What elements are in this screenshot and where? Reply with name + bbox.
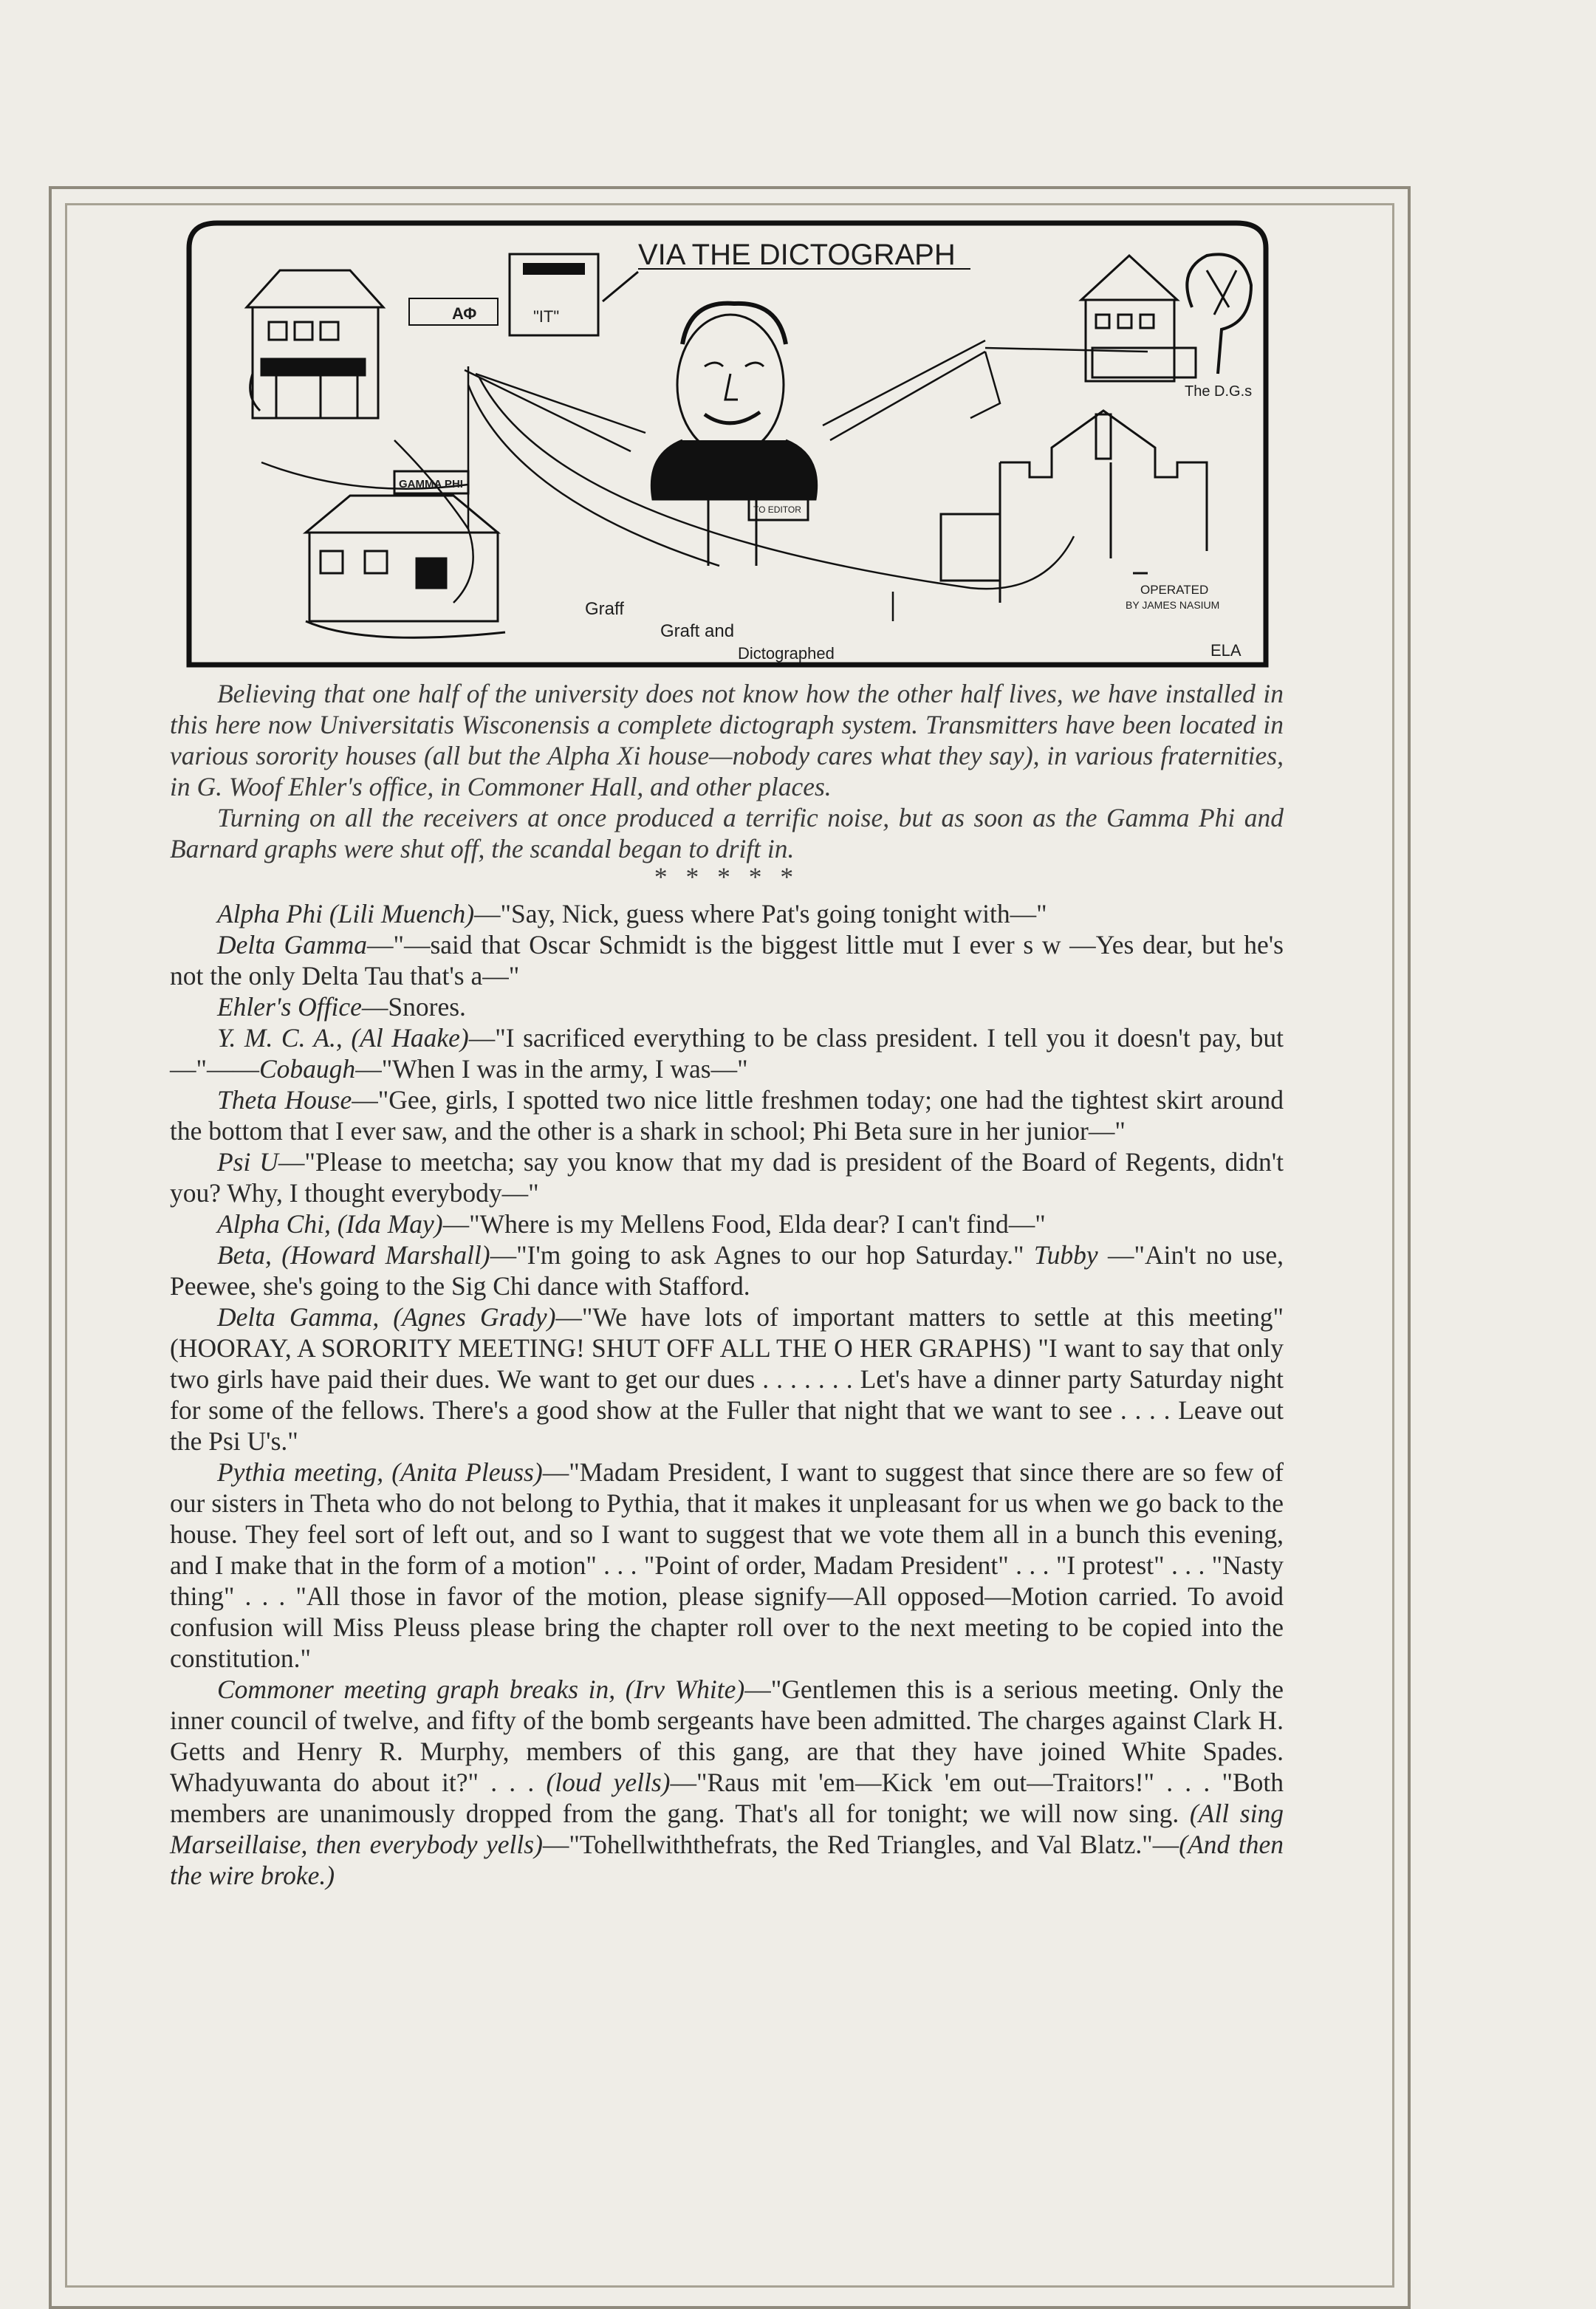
svg-text:OPERATED: OPERATED (1140, 583, 1209, 597)
entry-pythia-meeting: Pythia meeting, (Anita Pleuss)—"Madam President, I want to suggest that since there are so few of our sisters in Theta who do not belong to Pythia, that it makes it unpleasant for us when we go back to the house. They feel sort of left out, and so I want to suggest that we vote them all in a bunch this evening, and I make that in the form of a motion" . . . "Point of order, Madam President" . . . "I protest" . . . "Nasty thing" . . . "All those in favor of the motion, please signify—All opposed—Motion carried. To avoid confusion will Miss Pleuss please bring the chapter roll over to the next meeting to be copied into the constitution." (170, 1457, 1284, 1673)
svg-text:GAMMA PHI: GAMMA PHI (399, 478, 463, 490)
entry-delta-gamma: Delta Gamma—"—said that Oscar Schmidt is the biggest little mut I ever s w —Yes dear, but he's not the only Delta Tau that's a—" (170, 930, 1284, 991)
svg-text:ELA: ELA (1210, 641, 1241, 660)
entry-delta-gamma-meeting: Delta Gamma, (Agnes Grady)—"We have lots of important matters to settle at this meeting" (HOORAY, A SORORITY MEETING! SHUT OFF ALL THE O HER GRAPHS) "I want to say that only two girls have paid their dues. We want to get our dues . . . . . . . Let's have a dinner party Saturday night for some of the fellows. There's a good show at the Fuller that night that we want to see . . . . Leave out the Psi U's." (170, 1302, 1284, 1456)
section-divider-stars: * * * * * (654, 862, 800, 892)
entry-ehlers-office: Ehler's Office—Snores. (217, 992, 466, 1022)
svg-text:BY JAMES NASIUM: BY JAMES NASIUM (1126, 599, 1220, 611)
svg-text:ΑΦ: ΑΦ (452, 304, 477, 323)
intro-paragraph-2: Turning on all the receivers at once produced a terrific noise, but as soon as the Gamma Phi and Barnard graphs were shut off, the scandal began to drift in. (170, 803, 1284, 863)
entry-beta: Beta, (Howard Marshall)—"I'm going to ask Agnes to our hop Saturday." Tubby —"Ain't no use, Peewee, she's going to the Sig Chi dance with Stafford. (170, 1240, 1284, 1301)
article-body (170, 678, 1284, 1891)
caricature-face (651, 304, 816, 566)
entry-ymca: Y. M. C. A., (Al Haake)—"I sacrificed everything to be class president. I tell you it doesn't pay, but—"——Cobaugh—"When I was in the army, I was—" (170, 1023, 1284, 1084)
svg-text:TO EDITOR: TO EDITOR (753, 504, 801, 515)
dictograph-cartoon (173, 219, 1281, 677)
house-top-right (1081, 254, 1251, 381)
entry-commoner-meeting: Commoner meeting graph breaks in, (Irv White)—"Gentlemen this is a serious meeting. Only the inner council of twelve, and fifty of the bomb sergeants have been admitted. The charges against Clark H. Getts and Henry R. Murphy, members of this gang, are that they have joined White Spades. Whadyuwanta do about it?" . . . (loud yells)—"Raus mit 'em—Kick 'em out—Traitors!" . . . "Both members are unanimously dropped from the gang. That's all for tonight; we will now sing. (All sing Marseillaise, then everybody yells)—"Tohellwiththefrats, the Red Triangles, and Val Blatz."—(And then the wire broke.) (170, 1675, 1284, 1890)
svg-text:The D.G.s: The D.G.s (1185, 383, 1253, 400)
house-top-left (247, 270, 383, 418)
entry-theta-house: Theta House—"Gee, girls, I spotted two nice little freshmen today; one had the tightest skirt around the bottom that I ever saw, and the other is a shark in school; Phi Beta sure in her junior—" (170, 1085, 1284, 1146)
svg-text:Graft and: Graft and (660, 621, 735, 641)
svg-text:"IT": "IT" (533, 307, 560, 326)
house-gamma-phi (306, 471, 505, 637)
dictograph-entries (170, 898, 1284, 1891)
cartoon-title: VIA THE DICTOGRAPH (638, 239, 956, 271)
castle-right (941, 411, 1207, 603)
sign-alpha-phi (409, 298, 498, 325)
entry-alpha-phi: Alpha Phi (Lili Muench)—"Say, Nick, guess where Pat's going tonight with—" (217, 899, 1047, 928)
svg-text:Dictographed: Dictographed (738, 644, 835, 663)
entry-alpha-chi: Alpha Chi, (Ida May)—"Where is my Mellens Food, Elda dear? I can't find—" (217, 1209, 1046, 1239)
intro-text (170, 678, 1284, 892)
intro-paragraph-1: Believing that one half of the university does not know how the other half lives, we have installed in this here now Universitatis Wisconensis a complete dictograph system. Transmitters have been located in various sorority houses (all but the Alpha Xi house—nobody cares what they say), in various fraternities, in G. Woof Ehler's office, in Commoner Hall, and other places. (170, 679, 1284, 801)
entry-psi-u: Psi U—"Please to meetcha; say you know that my dad is president of the Board of Regents, didn't you? Why, I thought everybody—" (170, 1147, 1284, 1208)
it-sign (510, 254, 598, 335)
svg-text:Graff: Graff (585, 599, 624, 619)
